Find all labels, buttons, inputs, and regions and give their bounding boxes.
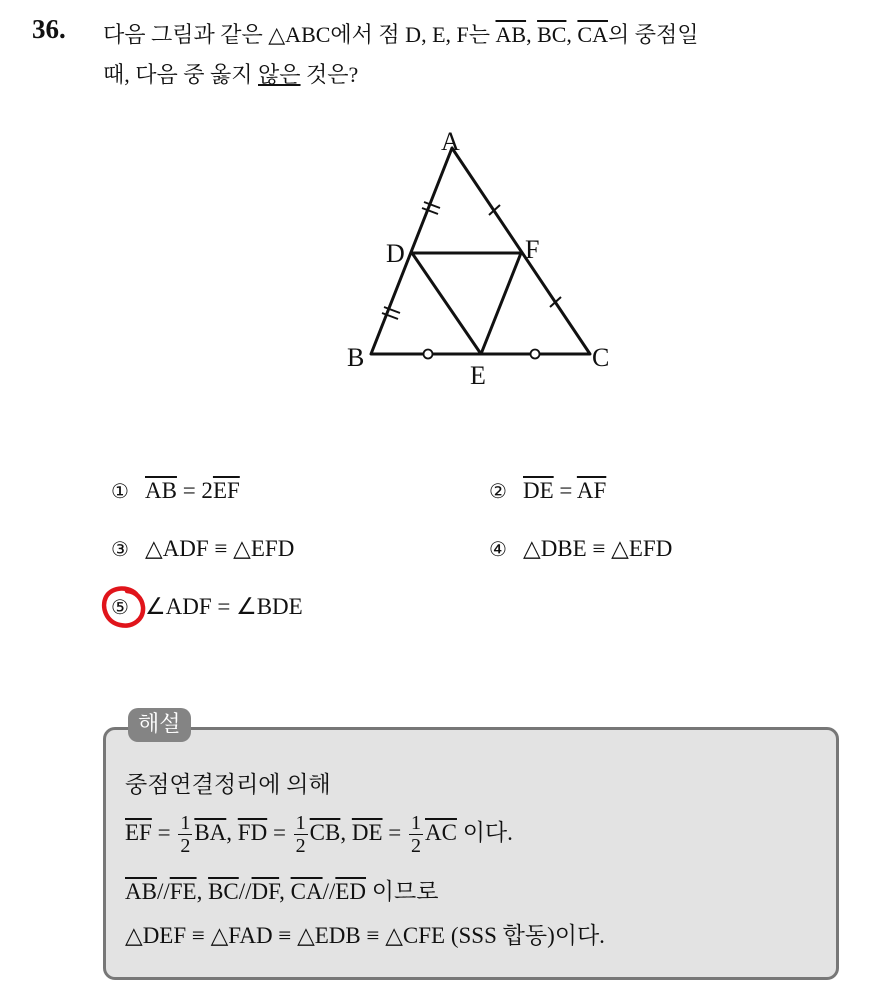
choice-number: ③: [111, 537, 129, 561]
solution-line-4: △DEF ≡ △FAD ≡ △EDB ≡ △CFE (SSS 합동)이다.: [125, 923, 605, 948]
segment-text: $\overline{DE}$: [351, 819, 383, 845]
question-suffix: 의 중점일: [607, 22, 699, 47]
question-number: 36.: [32, 14, 66, 44]
solution-line-2: [125, 812, 513, 857]
choice-number: ④: [489, 537, 507, 561]
mark-ec: [531, 350, 540, 359]
segment-text: $\overline{EF}$: [125, 819, 152, 845]
math-text: 이다.: [456, 819, 513, 845]
question-line2-prefix: 때, 다음 중 옳지: [103, 62, 259, 87]
segment-text: $\overline{DE}$: [523, 478, 554, 503]
segment-ab: $\overline{AB}$: [495, 22, 527, 47]
choice-3[interactable]: [111, 536, 294, 562]
solution-line-1: 중점연결정리에 의해: [125, 772, 331, 797]
question-prefix: 다음 그림과 같은 △ABC에서 점 D, E, F는: [103, 22, 496, 47]
segment-text: $\overline{EF}$: [212, 478, 240, 503]
math-text: =: [151, 819, 177, 845]
solution-tab: 해설: [128, 708, 191, 742]
choice-5-text: [145, 594, 303, 619]
math-text: ∠ADF = ∠BDE: [145, 594, 303, 619]
choice-number: ②: [489, 479, 507, 503]
question-line2-suffix: 것은?: [300, 62, 359, 87]
segment-text: $\overline{BC}$: [208, 879, 239, 904]
fraction-numerator: 1: [411, 812, 422, 834]
math-text: △ADF ≡ △EFD: [145, 536, 295, 561]
mark-be: [424, 350, 433, 359]
comma: ,: [566, 22, 578, 47]
label-a: A: [441, 127, 460, 156]
comma: ,: [526, 22, 538, 47]
segment-text: $\overline{AC}$: [425, 819, 457, 845]
segment-ca: $\overline{CA}$: [577, 22, 608, 47]
emphasis-not: 않은: [258, 62, 301, 87]
math-text: ,: [279, 879, 291, 904]
tick-ad-2: [422, 208, 438, 214]
label-e: E: [470, 361, 486, 390]
segment-text: $\overline{AB}$: [145, 478, 177, 503]
segment-bc: $\overline{BC}$: [537, 22, 567, 47]
segment-text: $\overline{AB}$: [125, 879, 157, 904]
choice-2[interactable]: [489, 478, 606, 504]
math-text: //: [156, 879, 170, 904]
math-text: //: [322, 879, 336, 904]
fraction-denominator: 2: [295, 835, 306, 857]
choice-4-text: [523, 536, 672, 561]
fraction-numerator: 1: [180, 812, 191, 834]
math-text: //: [238, 879, 252, 904]
segment-text: $\overline{AF}$: [576, 478, 607, 503]
answer-circle-mark: [100, 583, 150, 631]
fraction-denominator: 2: [411, 835, 422, 857]
segment-text: $\overline{CB}$: [309, 819, 341, 845]
math-text: ,: [340, 819, 352, 845]
fraction-denominator: 2: [180, 835, 191, 857]
math-text: ,: [196, 879, 209, 904]
triangle-figure: [330, 115, 630, 395]
triangle-def: [412, 253, 521, 354]
choice-3-text: [145, 536, 294, 561]
choice-number: ⑤: [111, 595, 129, 619]
fraction: [409, 812, 423, 857]
segment-text: $\overline{BA}$: [194, 819, 227, 845]
math-text: ,: [226, 819, 238, 845]
label-d: D: [386, 239, 405, 268]
choice-4[interactable]: [489, 536, 672, 562]
math-text: =: [267, 819, 292, 845]
math-text: 이므로: [366, 879, 439, 904]
math-text: = 2: [176, 478, 213, 503]
choice-number: ①: [111, 479, 129, 503]
choice-2-text: [523, 478, 606, 503]
label-f: F: [525, 235, 540, 264]
choice-1[interactable]: [111, 478, 240, 504]
fraction: [178, 812, 192, 857]
math-text: =: [382, 819, 408, 845]
segment-text: $\overline{ED}$: [335, 879, 367, 904]
label-b: B: [347, 343, 365, 372]
question-text-line2: [103, 58, 358, 89]
segment-text: $\overline{FE}$: [169, 879, 197, 904]
math-text: =: [553, 478, 577, 503]
math-text: △DBE ≡ △EFD: [523, 536, 673, 561]
fraction: [294, 812, 308, 857]
fraction-numerator: 1: [295, 812, 306, 834]
segment-text: $\overline{CA}$: [290, 879, 323, 904]
solution-line-3: [125, 873, 438, 906]
segment-text: $\overline{DF}$: [251, 879, 280, 904]
choice-1-text: [145, 478, 240, 503]
label-c: C: [592, 343, 610, 372]
segment-text: $\overline{FD}$: [237, 819, 268, 845]
question-text-line1: [103, 18, 699, 49]
